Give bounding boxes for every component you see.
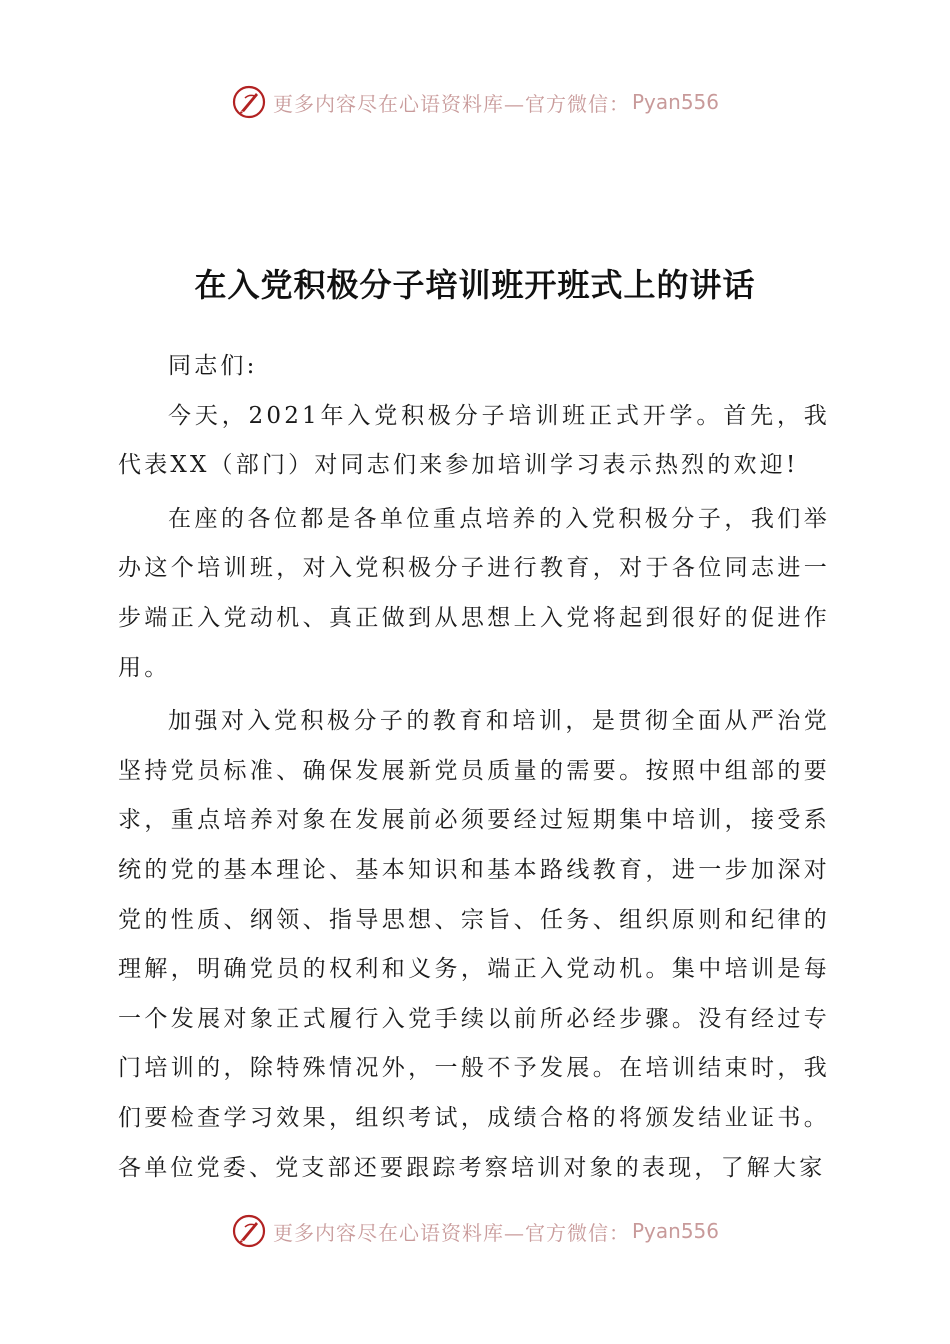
watermark-footer bbox=[0, 1213, 950, 1249]
document-body bbox=[118, 342, 830, 1193]
paragraph: 加强对入党积极分子的教育和培训，是贯彻全面从严治党坚持党员标准、确保发展新党员质量的需要。按照中组部的要求，重点培养对象在发展前必须要经过短期集中培训，接受系统的党的基本理论、基本知识和基本路线教育，进一步加深对党的性质、纲领、指导思想、宗旨、任务、组织原则和纪律的理解，明确党员的权利和义务，端正入党动机。集中培训是每一个发展对象正式履行入党手续以前所必经步骤。没有经过专门培训的，除特殊情况外，一般不予发展。在培训结束时，我们要检查学习效果，组织考试，成绩合格的将颁发结业证书。各单位党委、党支部还要跟踪考察培训对象的表现，了解大家 bbox=[118, 708, 830, 1181]
paragraph: 在座的各位都是各单位重点培养的入党积极分子，我们举办这个培训班，对入党积极分子进行教育，对于各位同志进一步端正入党动机、真正做到从思想上入党将起到很好的促进作用。 bbox=[118, 505, 830, 681]
document-title: 在入党积极分子培训班开班式上的讲话 bbox=[194, 266, 756, 304]
paragraph: 今天，2021年入党积极分子培训班正式开学。首先，我代表XX（部门）对同志们来参加培训学习表示热烈的欢迎! bbox=[118, 402, 830, 479]
watermark-text: 更多内容尽在心语资料库—官方微信： bbox=[272, 91, 630, 116]
greeting: 同志们: bbox=[168, 353, 258, 379]
quill-logo-icon bbox=[231, 84, 267, 120]
watermark-header bbox=[0, 84, 950, 120]
quill-logo-icon bbox=[231, 1213, 267, 1249]
watermark-wechat-id: Pyan556 bbox=[631, 90, 719, 114]
watermark-text: 更多内容尽在心语资料库—官方微信： bbox=[272, 1220, 630, 1245]
watermark-wechat-id: Pyan556 bbox=[631, 1219, 719, 1243]
